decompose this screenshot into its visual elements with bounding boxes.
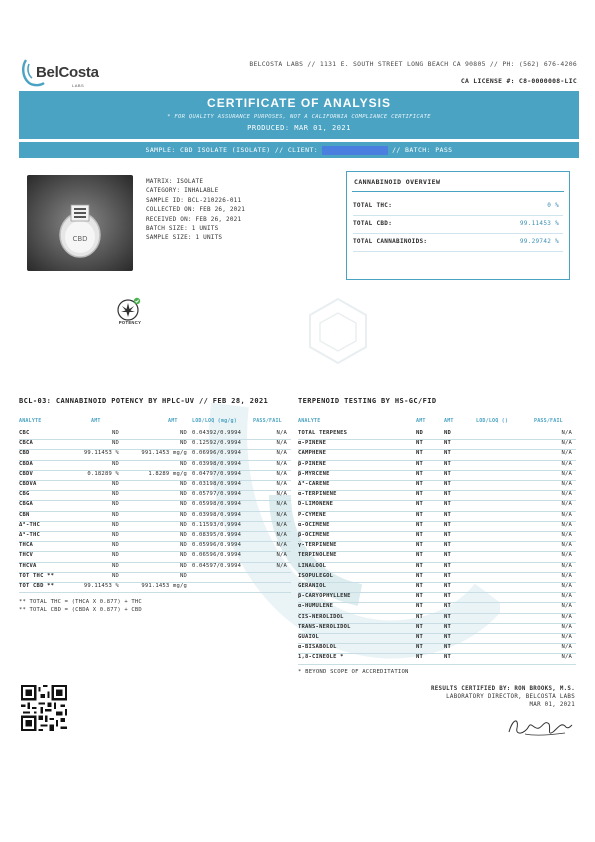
table-cell: N/A — [561, 491, 572, 498]
table-cell: N/A — [276, 460, 287, 467]
table-cell: α-OCIMENE — [298, 521, 330, 528]
table-cell: 99.11453 % — [83, 450, 119, 457]
lab-address: BELCOSTA LABS // 1131 E. SOUTH STREET LONG BEACH CA 90805 // PH: (562) 676-4206 — [249, 60, 577, 68]
table-row — [19, 481, 291, 491]
table-cell: 0.05998/0.9994 — [192, 501, 242, 508]
header-lod-loq: LOD/LOQ () — [476, 418, 509, 424]
table-cell: ND — [179, 511, 187, 518]
table-cell: NT — [444, 491, 452, 498]
table-row — [298, 450, 576, 460]
table-cell: 0.03198/0.9994 — [192, 481, 242, 487]
table-cell: NT — [444, 470, 452, 477]
header-analyte: ANALYTE — [298, 418, 321, 424]
cannabinoid-section-title: BCL-03: CANNABINOID POTENCY BY HPLC-UV // FEB 28, 2021 — [19, 397, 269, 405]
table-row — [298, 471, 576, 481]
table-cell: CBC — [19, 430, 30, 436]
table-cell: ISOPULEGOL — [298, 572, 334, 579]
table-row — [298, 634, 576, 644]
table-cell: 1.8289 mg/g — [148, 470, 187, 477]
table-cell: ND — [111, 521, 119, 528]
table-cell: NT — [416, 532, 424, 538]
table-row — [298, 603, 576, 613]
overview-label: TOTAL CANNABINOIDS: — [353, 238, 428, 245]
table-cell: ND — [416, 430, 424, 436]
table-cell: Δ⁸-THC — [19, 521, 41, 528]
table-cell: N/A — [561, 603, 572, 610]
table-cell: N/A — [561, 613, 572, 620]
table-cell: N/A — [561, 593, 572, 600]
table-cell: ND — [111, 430, 119, 436]
table-cell: α-BISABOLOL — [298, 644, 337, 651]
table-cell: CBG — [19, 491, 30, 498]
sample-category: CATEGORY: INHALABLE — [146, 187, 219, 195]
table-cell: NT — [416, 460, 424, 467]
table-cell: CBGA — [19, 501, 34, 508]
table-row — [298, 440, 576, 450]
batch-status: // BATCH: PASS — [392, 146, 453, 154]
overview-label: TOTAL THC: — [353, 202, 393, 209]
logo-subtext: LABS — [72, 83, 85, 88]
table-cell: ND — [179, 552, 187, 559]
header-amt-2: AMT — [444, 418, 454, 424]
table-cell: NT — [444, 481, 452, 487]
overview-title: CANNABINOID OVERVIEW — [352, 172, 564, 192]
table-cell: NT — [444, 460, 452, 467]
table-cell: ND — [111, 501, 119, 508]
table-row — [298, 512, 576, 522]
overview-label: TOTAL CBD: — [353, 220, 393, 227]
table-cell: NT — [416, 634, 424, 640]
table-cell: γ-TERPINENE — [298, 542, 337, 549]
table-cell: ND — [111, 440, 119, 447]
table-cell: N/A — [561, 623, 572, 630]
table-cell: N/A — [561, 654, 572, 661]
table-cell: N/A — [561, 430, 572, 436]
table-cell: N/A — [561, 562, 572, 569]
received-on: RECEIVED ON: FEB 26, 2021 — [146, 215, 242, 223]
table-row — [19, 471, 291, 481]
table-row — [298, 624, 576, 634]
table-cell: N/A — [561, 460, 572, 467]
coa-banner — [19, 91, 579, 139]
table-row — [298, 481, 576, 491]
table-cell: NT — [444, 440, 452, 447]
total-thc-formula: ** TOTAL THC = (THCA X 0.877) + THC — [19, 599, 142, 605]
table-cell: NT — [416, 450, 424, 457]
svg-text:CBD: CBD — [72, 235, 88, 243]
table-cell: NT — [416, 511, 424, 518]
table-row — [19, 461, 291, 471]
banner-disclaimer: * FOR QUALITY ASSURANCE PURPOSES, NOT A CALIFORNIA COMPLIANCE CERTIFICATE — [167, 114, 431, 120]
sample-id: SAMPLE ID: BCL-210226-011 — [146, 196, 242, 204]
table-row — [298, 644, 576, 654]
table-cell: N/A — [276, 430, 287, 436]
table-cell: NT — [416, 470, 424, 477]
cannabinoid-table — [19, 418, 291, 590]
table-cell: 0.08395/0.9994 — [192, 532, 242, 538]
table-cell: 0.06596/0.9994 — [192, 552, 242, 559]
table-cell: ND — [179, 572, 187, 579]
table-cell: ND — [179, 521, 187, 528]
terpenoid-table — [298, 418, 576, 666]
table-cell: NT — [444, 603, 452, 610]
table-row — [19, 583, 291, 593]
table-row — [298, 532, 576, 542]
table-row — [298, 563, 576, 573]
table-cell: CBDV — [19, 470, 34, 477]
table-cell: N/A — [561, 511, 572, 518]
table-cell: NT — [416, 481, 424, 487]
table-cell: α-HUMULENE — [298, 603, 334, 610]
terpenoid-section-title: TERPENOID TESTING BY HS-GC/FID — [298, 397, 437, 405]
table-cell: CAMPHENE — [298, 450, 327, 457]
table-cell: NT — [444, 623, 452, 630]
table-row — [298, 501, 576, 511]
overview-value: 99.29742 % — [519, 238, 559, 245]
table-row — [19, 542, 291, 552]
table-cell: NT — [444, 634, 452, 640]
table-cell: 0.05996/0.9994 — [192, 542, 242, 549]
table-row — [19, 573, 291, 583]
table-cell: 991.1453 mg/g — [141, 583, 187, 589]
table-row — [298, 654, 576, 664]
qr-code-icon — [21, 685, 67, 731]
table-cell: NT — [444, 542, 452, 549]
overview-row-total — [353, 238, 563, 252]
table-cell: TERPINOLENE — [298, 552, 337, 559]
table-cell: N/A — [276, 511, 287, 518]
table-cell: 0.11593/0.9994 — [192, 521, 242, 528]
table-cell: N/A — [561, 450, 572, 457]
table-cell: 991.1453 mg/g — [141, 450, 187, 457]
table-cell: 0.06996/0.9994 — [192, 450, 242, 457]
table-cell: N/A — [276, 501, 287, 508]
table-cell: N/A — [561, 583, 572, 589]
table-row — [19, 430, 291, 440]
table-cell: NT — [416, 552, 424, 559]
table-cell: 0.04797/0.9994 — [192, 470, 242, 477]
table-row — [19, 491, 291, 501]
table-cell: N/A — [276, 521, 287, 528]
table-cell: ND — [179, 481, 187, 487]
table-cell: NT — [416, 440, 424, 447]
table-cell: ND — [444, 430, 452, 436]
table-cell: β-OCIMENE — [298, 532, 330, 538]
table-cell: β-CARYOPHYLLENE — [298, 593, 351, 600]
overview-value: 99.11453 % — [519, 220, 559, 227]
table-cell: N/A — [276, 440, 287, 447]
table-cell: N/A — [561, 644, 572, 651]
table-cell: NT — [444, 562, 452, 569]
table-row — [298, 573, 576, 583]
table-cell: 0.03998/0.9994 — [192, 511, 242, 518]
table-cell: 0.04392/0.9994 — [192, 430, 242, 436]
table-cell: N/A — [561, 501, 572, 508]
table-row — [298, 552, 576, 562]
table-cell: NT — [444, 644, 452, 651]
table-cell: Δ³-CARENE — [298, 481, 330, 487]
table-cell: NT — [416, 501, 424, 508]
table-cell: CBCA — [19, 440, 34, 447]
table-row — [298, 461, 576, 471]
terpenoid-table-header — [298, 418, 576, 428]
table-cell: ND — [111, 491, 119, 498]
table-row — [298, 583, 576, 593]
overview-value: 0 % — [547, 202, 559, 209]
table-cell: ND — [111, 542, 119, 549]
table-cell: ND — [111, 511, 119, 518]
table-cell: NT — [416, 613, 424, 620]
table-cell: ND — [179, 542, 187, 549]
table-cell: ND — [111, 572, 119, 579]
table-cell: 0.12592/0.9994 — [192, 440, 242, 447]
table-cell: NT — [444, 521, 452, 528]
table-row — [298, 430, 576, 440]
table-cell: ND — [179, 460, 187, 467]
table-cell: N/A — [561, 532, 572, 538]
table-cell: NT — [444, 532, 452, 538]
table-cell: CBDVA — [19, 481, 37, 487]
table-cell: N/A — [561, 481, 572, 487]
table-cell: ND — [111, 481, 119, 487]
table-cell: NT — [416, 572, 424, 579]
table-row — [19, 501, 291, 511]
table-cell: NT — [444, 654, 452, 661]
table-cell: CIS-NEROLIDOL — [298, 613, 344, 620]
director-title: LABORATORY DIRECTOR, BELCOSTA LABS — [446, 694, 575, 700]
table-row — [298, 491, 576, 501]
table-cell: N/A — [561, 440, 572, 447]
table-cell: ND — [179, 532, 187, 538]
license-number: CA LICENSE #: C8-0000008-LIC — [460, 77, 577, 85]
sample-matrix: MATRIX: ISOLATE — [146, 178, 204, 185]
table-cell: N/A — [276, 450, 287, 457]
table-cell: N/A — [561, 572, 572, 579]
table-cell: NT — [444, 450, 452, 457]
total-formula-notes — [19, 598, 142, 614]
table-cell: ND — [111, 562, 119, 569]
table-cell: ND — [111, 532, 119, 538]
table-cell: TOT CBD ** — [19, 583, 55, 589]
table-row — [19, 450, 291, 460]
sample-bar — [19, 142, 579, 158]
header-pass-fail: PASS/FAIL — [253, 418, 282, 424]
table-cell: N/A — [276, 562, 287, 569]
table-cell: NT — [416, 623, 424, 630]
total-cbd-formula: ** TOTAL CBD = (CBDA X 0.877) + CBD — [19, 607, 142, 613]
header-lod-loq: LOD/LOQ (mg/g) — [192, 418, 237, 424]
table-cell: 0.04597/0.9994 — [192, 562, 242, 569]
table-cell: THCA — [19, 542, 34, 549]
table-cell: D-LIMONENE — [298, 501, 334, 508]
table-cell: NT — [444, 572, 452, 579]
table-cell: ND — [179, 501, 187, 508]
table-cell: CBDA — [19, 460, 34, 467]
table-cell: Δ⁹-THC — [19, 532, 41, 538]
table-cell: N/A — [276, 542, 287, 549]
table-cell: CBN — [19, 511, 30, 518]
director-signature-icon — [505, 714, 575, 740]
table-cell: NT — [416, 654, 424, 661]
table-cell: N/A — [276, 552, 287, 559]
potency-label: POTENCY — [118, 320, 142, 325]
batch-size: BATCH SIZE: 1 UNITS — [146, 225, 219, 233]
header-amt-mg: AMT — [168, 418, 178, 424]
table-cell: 1,8-CINEOLE * — [298, 654, 344, 661]
table-cell: ND — [111, 460, 119, 467]
table-row — [298, 522, 576, 532]
table-cell: THCV — [19, 552, 34, 559]
table-cell: NT — [416, 644, 424, 651]
certified-by: RESULTS CERTIFIED BY: RON BROOKS, M.S. — [430, 686, 575, 692]
table-cell: N/A — [561, 521, 572, 528]
table-cell: 0.05797/0.9994 — [192, 491, 242, 498]
table-cell: NT — [444, 593, 452, 600]
table-cell: NT — [416, 593, 424, 600]
table-cell: N/A — [561, 634, 572, 640]
table-cell: N/A — [561, 542, 572, 549]
table-cell: 99.11453 % — [83, 583, 119, 589]
table-row — [298, 542, 576, 552]
table-cell: NT — [444, 501, 452, 508]
table-cell: N/A — [561, 552, 572, 559]
table-cell: β-PINENE — [298, 460, 327, 467]
table-cell: TRANS-NEROLIDOL — [298, 623, 351, 630]
table-cell: TOTAL TERPENES — [298, 430, 348, 436]
header-pass-fail: PASS/FAIL — [534, 418, 563, 424]
certification-date: MAR 01, 2021 — [529, 702, 575, 708]
table-cell: NT — [416, 491, 424, 498]
table-cell: TOT THC ** — [19, 572, 55, 579]
table-cell: NT — [416, 542, 424, 549]
table-cell: α-PINENE — [298, 440, 327, 447]
header-analyte: ANALYTE — [19, 418, 42, 424]
table-row — [19, 532, 291, 542]
table-row — [19, 440, 291, 450]
table-cell: ND — [179, 430, 187, 436]
table-cell: CBD — [19, 450, 30, 457]
table-cell: NT — [444, 583, 452, 589]
table-cell: NT — [444, 613, 452, 620]
table-cell: ND — [179, 440, 187, 447]
header-amt-percent: AMT — [91, 418, 101, 424]
sample-photo — [27, 175, 133, 271]
table-cell: ND — [179, 562, 187, 569]
sample-size: SAMPLE SIZE: 1 UNITS — [146, 234, 223, 242]
document-title: CERTIFICATE OF ANALYSIS — [207, 96, 391, 110]
table-cell: ND — [111, 552, 119, 559]
table-cell: NT — [416, 562, 424, 569]
table-cell: N/A — [276, 481, 287, 487]
table-row — [298, 614, 576, 624]
table-cell: THCVA — [19, 562, 37, 569]
table-cell: N/A — [561, 470, 572, 477]
certification-block — [431, 685, 575, 709]
table-row — [19, 522, 291, 532]
table-cell: N/A — [276, 491, 287, 498]
produced-date: PRODUCED: MAR 01, 2021 — [247, 124, 351, 132]
table-cell: NT — [416, 521, 424, 528]
table-cell: NT — [416, 583, 424, 589]
table-cell: NT — [444, 511, 452, 518]
table-row — [19, 512, 291, 522]
table-cell: ND — [179, 491, 187, 498]
table-row — [298, 593, 576, 603]
client-redaction — [322, 146, 388, 155]
table-cell: LINALOOL — [298, 562, 327, 569]
accreditation-note: * BEYOND SCOPE OF ACCREDITATION — [298, 669, 409, 675]
cannabinoid-table-header — [19, 418, 291, 428]
collected-on: COLLECTED ON: FEB 26, 2021 — [146, 206, 246, 214]
header-amt-1: AMT — [416, 418, 426, 424]
overview-row-thc — [353, 202, 563, 216]
table-cell: α-TERPINENE — [298, 491, 337, 498]
table-row — [19, 552, 291, 562]
table-cell: N/A — [276, 532, 287, 538]
logo-wordmark: BelCosta — [36, 64, 99, 81]
table-row — [19, 563, 291, 573]
table-cell: N/A — [276, 470, 287, 477]
sample-info — [146, 177, 245, 243]
table-cell: 0.18289 % — [87, 470, 119, 477]
table-cell: P-CYMENE — [298, 511, 327, 518]
table-cell: GUAIOL — [298, 634, 320, 640]
table-cell: β-MYRCENE — [298, 470, 330, 477]
table-cell: GERANIOL — [298, 583, 327, 589]
table-cell: 0.03998/0.9994 — [192, 460, 242, 467]
table-cell: NT — [444, 552, 452, 559]
table-cell: NT — [416, 603, 424, 610]
sample-name: SAMPLE: CBD ISOLATE (ISOLATE) // CLIENT: — [145, 146, 319, 154]
overview-row-cbd — [353, 220, 563, 234]
